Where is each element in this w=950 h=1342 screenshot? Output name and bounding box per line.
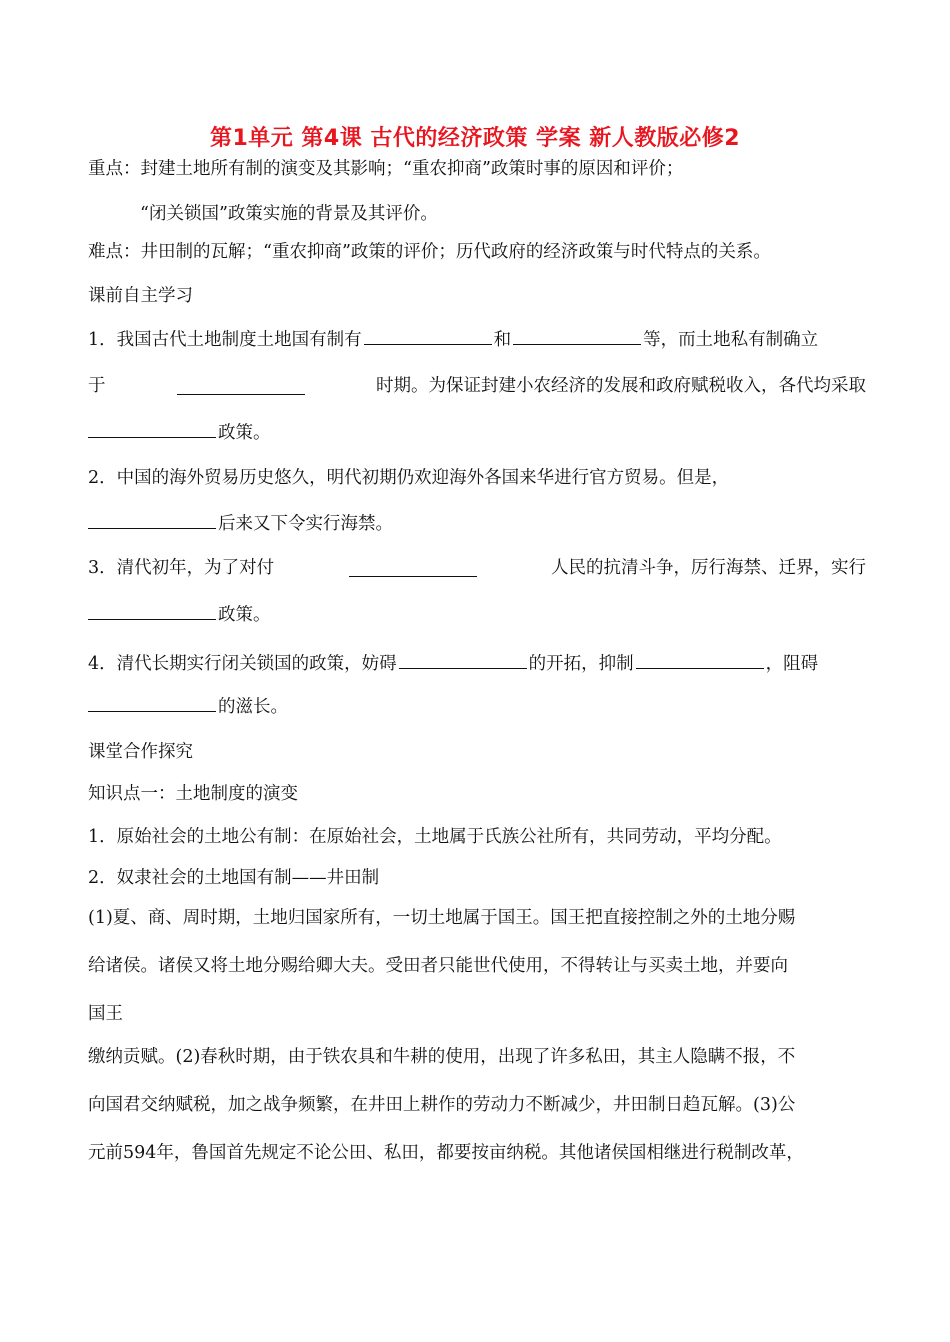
paragraph-3-line-3: 国王 [88, 1004, 123, 1024]
paragraph-3-line-4: 缴纳贡赋。(2)春秋时期，由于铁农具和牛耕的使用，出现了许多私田，其主人隐瞒不报，不 [88, 1047, 796, 1067]
question-1-text-c: 等，而土地私有制确立 [643, 330, 819, 350]
question-1-text-e: 时期。为保证封建小农经济的发展和政府赋税收入，各代均采取 [376, 376, 866, 396]
question-3-line-2 [88, 599, 866, 627]
question-1-text-f: 政策。 [218, 423, 271, 443]
paragraph-3-line-1: (1)夏、商、周时期，土地归国家所有，一切土地属于国王。国王把直接控制之外的土地分赐 [88, 908, 796, 928]
question-3-text-c: 政策。 [218, 605, 271, 625]
question-4-text-d: 的滋长。 [218, 697, 288, 717]
question-3-line-1 [88, 556, 866, 580]
question-4-line-2 [88, 691, 866, 719]
fill-blank[interactable] [636, 648, 764, 669]
question-1-line-2 [88, 374, 866, 398]
question-2-line-1: 2．中国的海外贸易历史悠久，明代初期仍欢迎海外各国来华进行官方贸易。但是， [88, 468, 730, 488]
question-1-line-1 [88, 324, 866, 352]
question-3-text-b: 人民的抗清斗争，厉行海禁、迁界，实行 [550, 558, 866, 578]
focus-line-2: “闭关锁国”政策实施的背景及其评价。 [140, 204, 438, 224]
document-title: 第1单元 第4课 古代的经济政策 学案 新人教版必修2 [209, 126, 741, 151]
fill-blank[interactable] [364, 324, 492, 345]
fill-blank[interactable] [349, 556, 477, 577]
question-2-text-b: 后来又下令实行海禁。 [218, 514, 393, 534]
focus-line-1: 重点：封建土地所有制的演变及其影响；“重农抑商”政策时事的原因和评价； [88, 159, 684, 179]
question-3-text-a: 3．清代初年，为了对付 [88, 558, 275, 578]
question-1-line-3 [88, 417, 866, 445]
difficulty-line: 难点：井田制的瓦解；“重农抑商”政策的评价；历代政府的经济政策与时代特点的关系。 [88, 242, 771, 262]
paragraph-2: 2．奴隶社会的土地国有制——井田制 [88, 868, 380, 888]
question-1-text-d: 于 [88, 376, 106, 396]
question-1-text-a: 1．我国古代土地制度土地国有制有 [88, 330, 362, 350]
question-4-text-b: 的开拓，抑制 [528, 654, 634, 674]
knowledge-point-1-heading: 知识点一：土地制度的演变 [88, 784, 298, 804]
paragraph-3-line-6: 元前594年，鲁国首先规定不论公田、私田，都要按亩纳税。其他诸侯国相继进行税制改革， [88, 1143, 804, 1163]
fill-blank[interactable] [88, 691, 216, 712]
fill-blank[interactable] [88, 599, 216, 620]
question-4-line-1 [88, 648, 866, 676]
paragraph-1: 1．原始社会的土地公有制：在原始社会，土地属于氏族公社所有，共同劳动，平均分配。 [88, 827, 782, 847]
question-2-line-2 [88, 508, 866, 536]
question-4-text-a: 4．清代长期实行闭关锁国的政策，妨碍 [88, 654, 397, 674]
section-heading-pre-class: 课前自主学习 [88, 286, 193, 306]
paragraph-3-line-5: 向国君交纳赋税，加之战争频繁，在井田上耕作的劳动力不断减少，井田制日趋瓦解。(3)公 [88, 1095, 796, 1115]
question-4-text-c: ，阻碍 [765, 654, 819, 674]
section-heading-in-class: 课堂合作探究 [88, 742, 193, 762]
fill-blank[interactable] [513, 324, 641, 345]
question-1-text-b: 和 [493, 330, 512, 350]
paragraph-3-line-2: 给诸侯。诸侯又将土地分赐给卿大夫。受田者只能世代使用，不得转让与买卖土地，并要向 [88, 956, 788, 976]
fill-blank[interactable] [399, 648, 527, 669]
fill-blank[interactable] [177, 374, 305, 395]
fill-blank[interactable] [88, 508, 216, 529]
fill-blank[interactable] [88, 417, 216, 438]
